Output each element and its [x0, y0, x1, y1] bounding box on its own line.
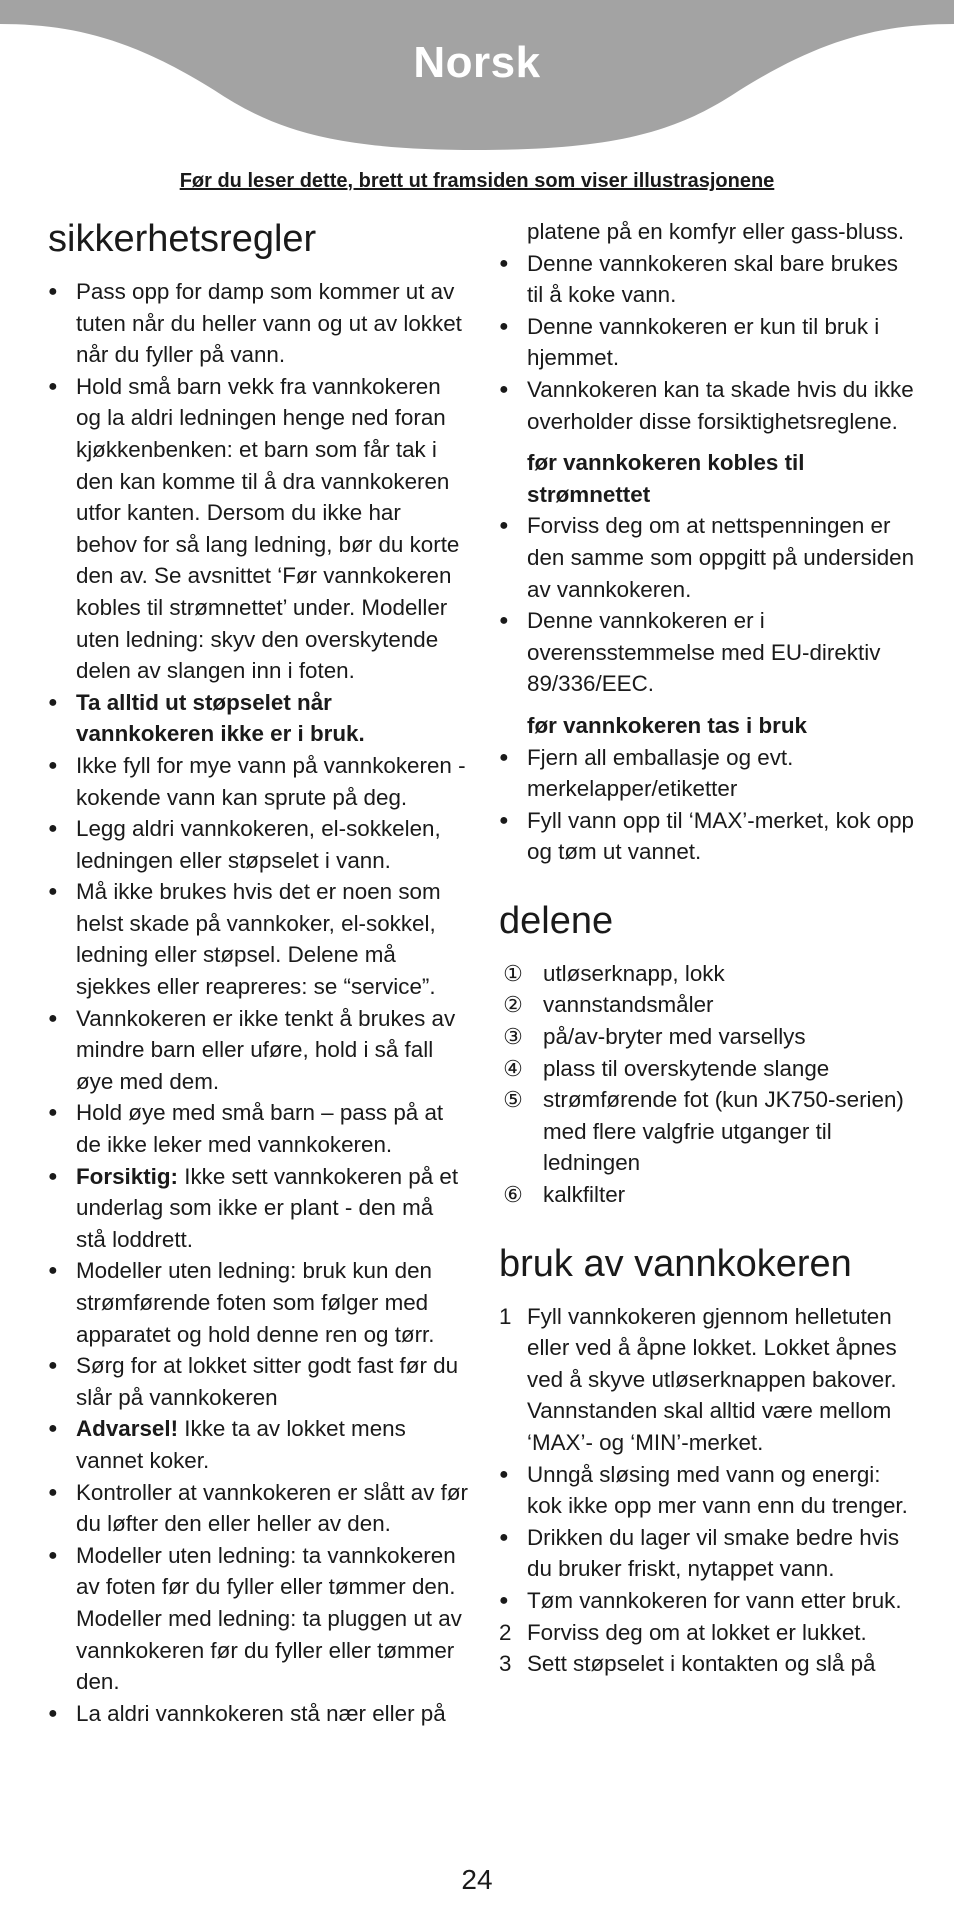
part-item: ⑥ kalkfilter [499, 1179, 919, 1211]
before-connect-list [499, 510, 919, 700]
part-number: ① [503, 960, 523, 986]
safety-list-continued [499, 248, 919, 438]
parts-list [499, 958, 919, 1211]
list-item: ● Kontroller at vannkokeren er slått av før du løfter den eller heller av den. [48, 1477, 468, 1540]
list-item: ● Pass opp for damp som kommer ut av tuten når du heller vann og ut av lokket når du fyller på vann. [48, 276, 468, 371]
list-item: ● La aldri vannkokeren stå nær eller på [48, 1698, 468, 1730]
warning-label: Advarsel! [76, 1416, 179, 1442]
page-number: 24 [461, 1864, 493, 1895]
list-item: ● Denne vannkokeren skal bare brukes til å koke vann. [499, 248, 919, 311]
list-item: ● Ikke fyll for mye vann på vannkokeren - kokende vann kan sprute på deg. [48, 750, 468, 813]
safety-heading: sikkerhetsregler [48, 218, 317, 260]
page-title: Norsk [413, 38, 541, 87]
right-column [499, 216, 919, 1680]
list-item: ● Modeller uten ledning: bruk kun den strømførende foten som følger med apparatet og hold denne ren og tørr. [48, 1255, 468, 1350]
part-item: ② vannstandsmåler [499, 989, 919, 1021]
usage-list [499, 1301, 919, 1680]
part-number: ③ [503, 1024, 523, 1050]
step-number: 3 [499, 1651, 512, 1677]
list-item: ● Vannkokeren kan ta skade hvis du ikke overholder disse forsiktighetsreglene. [499, 374, 919, 437]
list-item: ● Forviss deg om at nettspenningen er den samme som oppgitt på undersiden av vannkokeren. [499, 510, 919, 605]
left-column [48, 216, 468, 1729]
list-item: ● Advarsel! Ikke ta av lokket mens vannet koker. [48, 1413, 468, 1476]
part-item: ① utløserknapp, lokk [499, 958, 919, 990]
part-number: ⑥ [503, 1182, 523, 1208]
part-number: ⑤ [503, 1087, 523, 1113]
safety-continuation: platene på en komfyr eller gass-bluss. [527, 219, 905, 244]
list-item: ● Vannkokeren er ikke tenkt å brukes av mindre barn eller uføre, hold i så fall øye med dem. [48, 1003, 468, 1098]
list-item: ● Fjern all emballasje og evt. merkelapper/etiketter [499, 742, 919, 805]
before-connect-heading: før vannkokeren kobles til strømnettet [527, 450, 805, 507]
list-item: ● Ta alltid ut støpselet når vannkokeren ikke er i bruk. [48, 687, 468, 750]
safety-list [48, 276, 468, 1729]
list-item: ● Denne vannkokeren er i overensstemmelse med EU-direktiv 89/336/EEC. [499, 605, 919, 700]
step-item: 3 Sett støpselet i kontakten og slå på [499, 1648, 919, 1680]
part-item: ④ plass til overskytende slange [499, 1053, 919, 1085]
list-item: ● Denne vannkokeren er kun til bruk i hjemmet. [499, 311, 919, 374]
before-use-list [499, 742, 919, 868]
list-item: ● Fyll vann opp til ‘MAX’-merket, kok opp og tøm ut vannet. [499, 805, 919, 868]
usage-heading: bruk av vannkokeren [499, 1242, 852, 1285]
part-item: ⑤ strømførende fot (kun JK750-serien) med flere valgfrie utganger til ledningen [499, 1084, 919, 1179]
list-item: ● Unngå sløsing med vann og energi: kok ikke opp mer vann enn du trenger. [499, 1459, 919, 1522]
list-item: ● Tøm vannkokeren for vann etter bruk. [499, 1585, 919, 1617]
list-item: ● Forsiktig: Ikke sett vannkokeren på et underlag som ikke er plant - den må stå loddrett. [48, 1161, 468, 1256]
list-item: ● Sørg for at lokket sitter godt fast før du slår på vannkokeren [48, 1350, 468, 1413]
step-item: 2 Forviss deg om at lokket er lukket. [499, 1617, 919, 1649]
caution-label: Forsiktig: [76, 1163, 179, 1189]
list-item: ● Drikken du lager vil smake bedre hvis du bruker friskt, nytappet vann. [499, 1522, 919, 1585]
list-item: ● Legg aldri vannkokeren, el-sokkelen, ledningen eller støpselet i vann. [48, 813, 468, 876]
part-number: ② [503, 992, 523, 1018]
list-item: ● Må ikke brukes hvis det er noen som helst skade på vannkoker, el-sokkel, ledning eller støpsel. Delene må sjekkes eller reapreres: se “service”. [48, 876, 468, 1002]
part-number: ④ [503, 1055, 523, 1081]
intro-note: Før du leser dette, brett ut framsiden som viser illustrasjonene [179, 170, 775, 192]
list-item: ● Hold øye med små barn – pass på at de ikke leker med vannkokeren. [48, 1097, 468, 1160]
step-number: 1 [499, 1303, 512, 1329]
list-item: ● Modeller uten ledning: ta vannkokeren av foten før du fyller eller tømmer den. Modeller med ledning: ta pluggen ut av vannkokeren før du fyller eller tømmer den. [48, 1540, 468, 1698]
parts-heading: delene [499, 899, 614, 942]
step-item: 1 Fyll vannkokeren gjennom helletuten eller ved å åpne lokket. Lokket åpnes ved å skyve utløserknappen bakover. Vannstanden skal alltid være mellom ‘MAX’- og ‘MIN’-merket. [499, 1301, 919, 1459]
part-item: ③ på/av-bryter med varsellys [499, 1021, 919, 1053]
before-use-heading: før vannkokeren tas i bruk [527, 712, 807, 738]
step-number: 2 [499, 1619, 512, 1645]
list-item: ● Hold små barn vekk fra vannkokeren og la aldri ledningen henge ned foran kjøkkenbenken: et barn som får tak i den kan komme til å dra vannkokeren utfor kanten. Dersom du ikke har behov for så lang ledning, bør du korte den av. Se avsnittet ‘Før vannkokeren kobles til strømnettet’ under. Modeller uten ledning: skyv den overskytende delen av slangen inn i foten. [48, 371, 468, 687]
